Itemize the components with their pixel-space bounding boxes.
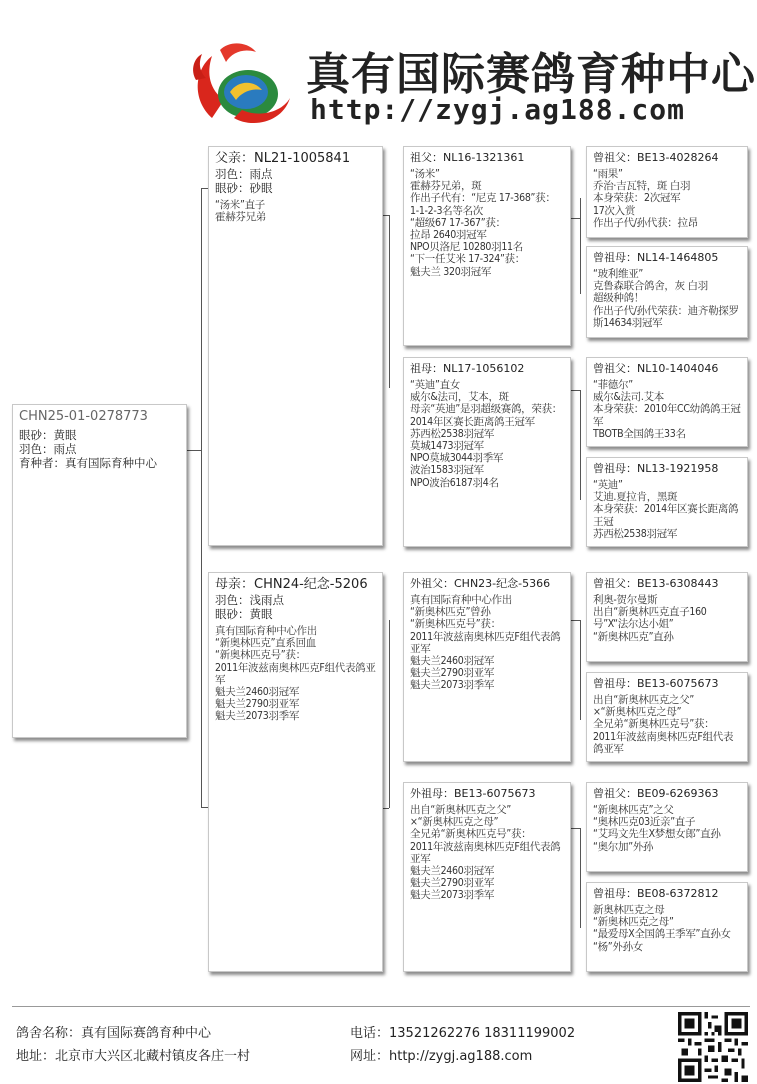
great-grandparent-description: 利奥-贺尔曼斯 出自“新奥林匹克直子160号”X“法尔达小姐” “新奥林匹克”直孙 <box>593 594 707 643</box>
subject-breeder: 育种者：真有国际育种中心 <box>19 456 157 470</box>
grandparent-ring: 外祖父：CHN23-纪念-5366 <box>410 577 551 590</box>
grandparent-card <box>403 146 571 346</box>
great-grandparent-ring: 曾祖父：BE09-6269363 <box>593 787 719 800</box>
grandparent-card <box>403 782 571 972</box>
subject-feather: 羽色：雨点 <box>19 442 77 456</box>
great-grandparent-ring: 曾祖父：BE13-6308443 <box>593 577 719 590</box>
grandparent-description: 出自“新奥林匹克之父” ×“新奥林匹克之母” 全兄弟“新奥林匹克号”获： 2011年波兹南奥林匹克F组代表鸽亚军 魁夫兰2460羽冠军 魁夫兰2790羽亚军 魁夫兰2073羽季军 <box>410 804 561 902</box>
great-grandparent-description: “玻利维亚” 克鲁森联合鸽舍，灰 白羽 超级种鸽！ 作出子代/孙代荣获：迪齐勒探罗斯14634羽冠军 <box>593 268 739 329</box>
header-title: 真有国际赛鸽育种中心 <box>306 49 756 100</box>
grandparent-description: “汤米” 霍赫芬兄弟，斑 作出子代有：“尼克 17-368”获： 1-1-2-3名等名次 “超级67 17-367”获： 拉昂 2640羽冠军 NPO贝洛尼 10280羽11名 “下一任艾米 17-324”获： 魁夫兰 320羽冠军 <box>410 168 556 278</box>
connector <box>201 188 208 189</box>
sire-description: “汤米”直子 霍赫芬兄弟 <box>215 199 266 224</box>
great-grandparent-description: “英迪” 艾迪.夏拉肯，黑斑 本身荣获：2014年区赛长距离鸽王冠 苏西松2538羽冠军 <box>593 479 739 540</box>
great-grandparent-description: “菲德尔” 威尔&法司.艾本 本身荣获：2010年CC幼鸽鸽王冠军 TBOTB全国鸽王33名 <box>593 379 741 440</box>
great-grandparent-card <box>586 457 748 547</box>
connector <box>580 828 581 928</box>
great-grandparent-card <box>586 357 748 447</box>
connector <box>382 808 389 809</box>
grandparent-ring: 外祖母：BE13-6075673 <box>410 787 536 800</box>
subject-ring: CHN25-01-0278773 <box>19 409 148 424</box>
connector <box>570 218 580 219</box>
dam-feather: 羽色：浅雨点 <box>215 593 284 607</box>
sire-eye: 眼砂：砂眼 <box>215 181 273 195</box>
great-grandparent-description: “新奥林匹克”之父 “奥林匹克03近亲”直子 “艾玛文先生X梦想女郎”直孙 “奥尔加”外孙 <box>593 804 721 853</box>
connector <box>580 198 581 294</box>
grandparent-card <box>403 572 571 762</box>
dam-eye: 眼砂：黄眼 <box>215 607 273 621</box>
dam-card <box>208 572 383 972</box>
connector <box>580 620 581 720</box>
footer-address: 地址：北京市大兴区北藏村镇皮各庄一村 <box>16 1049 251 1064</box>
qr-code-icon <box>678 1012 748 1082</box>
sire-card <box>208 146 383 546</box>
great-grandparent-card <box>586 246 748 338</box>
great-grandparent-ring: 曾祖父：BE13-4028264 <box>593 151 719 164</box>
connector <box>389 620 390 808</box>
great-grandparent-card <box>586 672 748 762</box>
connector <box>201 188 202 808</box>
great-grandparent-card <box>586 146 748 238</box>
subject-eye: 眼砂：黄眼 <box>19 428 77 442</box>
subject-card <box>12 404 187 738</box>
footer-website: 网址：http://zygj.ag188.com <box>350 1049 533 1064</box>
grandparent-card <box>403 357 571 547</box>
sire-ring: 父亲：NL21-1005841 <box>215 151 351 166</box>
grandparent-description: 真有国际育种中心作出 “新奥林匹克”曾孙 “新奥林匹克号”获： 2011年波兹南奥林匹克F组代表鸽亚军 魁夫兰2460羽冠军 魁夫兰2790羽亚军 魁夫兰2073羽季军 <box>410 594 561 692</box>
sire-feather: 羽色：雨点 <box>215 167 273 181</box>
footer-loft-name: 鸽舍名称：真有国际赛鸽育种中心 <box>16 1026 212 1041</box>
connector <box>389 215 390 388</box>
great-grandparent-ring: 曾祖母：NL13-1921958 <box>593 462 719 475</box>
logo-icon <box>190 40 295 128</box>
great-grandparent-ring: 曾祖父：NL10-1404046 <box>593 362 719 375</box>
footer-phone: 电话：13521262276 18311199002 <box>350 1026 576 1041</box>
great-grandparent-card <box>586 882 748 972</box>
great-grandparent-ring: 曾祖母：BE13-6075673 <box>593 677 719 690</box>
connector <box>570 390 580 391</box>
grandparent-ring: 祖母：NL17-1056102 <box>410 362 525 375</box>
great-grandparent-description: 出自“新奥林匹克之父” ×“新奥林匹克之母” 全兄弟“新奥林匹克号”获： 2011年波兹南奥林匹克F组代表鸽亚军 <box>593 694 734 755</box>
great-grandparent-card <box>586 782 748 872</box>
great-grandparent-card <box>586 572 748 662</box>
connector <box>570 828 580 829</box>
great-grandparent-description: 新奥林匹克之母 “新奥林匹克之母” “最爱母X全国鸽王季军”直孙女 “杨”外孙女 <box>593 904 731 953</box>
connector <box>382 215 389 216</box>
grandparent-description: “英迪”直女 威尔&法司，艾本，斑 母亲“英迪”是羽超级赛鸽，荣获： 2014年区赛长距离鸽王冠军 苏西松2538羽冠军 莫城1473羽冠军 NPO莫城3044羽季军 波治1583羽冠军 NPO波治6187羽4名 <box>410 379 562 489</box>
great-grandparent-ring: 曾祖母：BE08-6372812 <box>593 887 719 900</box>
connector <box>187 450 201 451</box>
dam-description: 真有国际育种中心作出 “新奥林匹克”直系回血 “新奥林匹克号”获： 2011年波兹南奥林匹克F组代表鸽亚军 魁夫兰2460羽冠军 魁夫兰2790羽亚军 魁夫兰2073羽季军 <box>215 625 376 723</box>
header-url: http://zygj.ag188.com <box>310 93 686 126</box>
great-grandparent-description: “雨果” 乔治·吉瓦特，斑 白羽 本身荣获：2次冠军 17次入赏 作出子代/孙代获：拉昂 <box>593 168 698 229</box>
connector <box>570 620 580 621</box>
dam-ring: 母亲：CHN24-纪念-5206 <box>215 577 368 592</box>
connector <box>201 807 208 808</box>
great-grandparent-ring: 曾祖母：NL14-1464805 <box>593 251 719 264</box>
connector <box>580 390 581 500</box>
grandparent-ring: 祖父：NL16-1321361 <box>410 151 525 164</box>
footer-divider <box>12 1006 750 1007</box>
